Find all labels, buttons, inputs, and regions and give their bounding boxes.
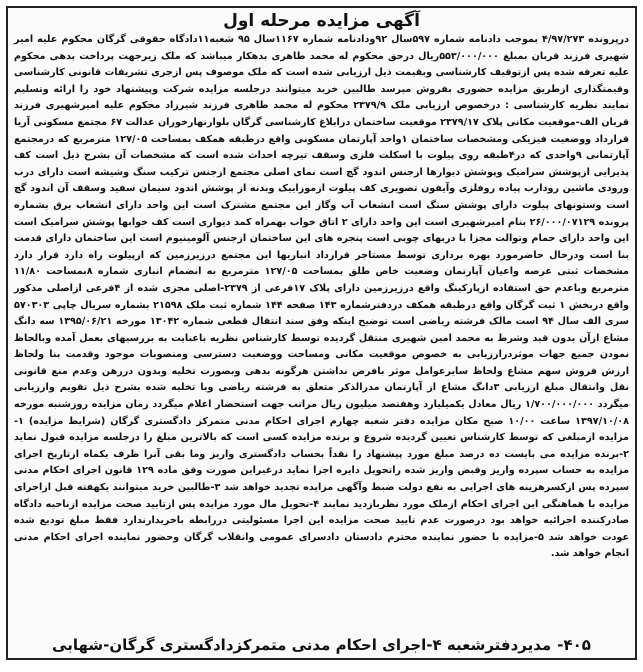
notice-footer — [8, 634, 635, 656]
footer-signature: مدیردفترشعبه ۴-اجرای احکام مدنی متمرکزدادگستری گرگان-شهابی — [52, 636, 552, 654]
auction-notice — [6, 6, 637, 660]
footer-number: ۴۰۵- — [557, 636, 591, 654]
notice-title: آگهی مزایده مرحله اول — [223, 11, 420, 31]
notice-body: درپرونده ۴/۹۷/۲۷۳ بموجب دادنامه شماره ۵۹۷سال ۹۲ودادنامه شماره ۱۱۶۷سال ۹۵ شعبه۱۱دادگاه حقوقی گرگان محکوم علیه امیر شهیری فرزند قربان بمبلغ ۵۵۳/۰۰۰/۰۰۰ریال درحق محکوم له محمد طاهری بدهکار میباشد که ملک زیرجهت پرداخت بدهی محکوم علیه تعرفه شده پس ازتوقیف کارشناسی وبقیمت ذیل ارزیابی شده است که ملک موصوف پس ازجری تشریفات قانونی کارشناسی وقیمتگذاری ازطریق مزایده حضوری بفروش میرسد طالبین خرید میتوانند درجلسه مزایده شرکت وپیشنهاد خود را ارائه وتسلیم نمایند نظریه کارشناسی : درخصوص ارزیابی ملک ۲۳۷۹/۹ محکوم له محمد طاهری فرزند شیرزاد محکوم علیه امیرشهیری فرزند قربان الف-موقعیت مکانی پلاک ۲۳۷۹/۱۷ موقعیت ساختمان درابلاغ کارشناسی گرگان بلوارنهارخوران عدالت ۶۷ مجتمع مسکونی آریا قرارداد ووضعیت فیزیکی ومشخصات ساختمان ۱واحد آپارتمان مسکونی واقع درطبقه همکف بمساحت ۱۲۷/۰۵ مترمربع که درمجتمع آپارتمانی ۹واحدی که در۴طبقه روی پیلوت با اسکلت فلزی وسقف تیرچه احداث شده است که مشخصات آن بشرح ذیل است کف پذیرایی ازپوشش سرامیک وپوشش دیوارها ازجنس اندود گچ است نمای اصلی مجتمع ازجنس ترکیب سنگ وشیشه است دارای درب ورودی ماشین رودارب پیاده روفلزی وآیفون تصویری کف پیلوت ازموزاییک وبدنه از پوشش اندود سیمان سفید وسقف آن اندود گچ است وستونهای پیلوت دارای پوشش سنگ است انشعاب آب وگاز این مجتمع مشترک است این واحد دارای انشعاب برق بشماره پرونده ۲۶/۰۰۰/۰۷۱۲۹ بنام امیرشهیری است این واحد دارای ۲ اتاق خواب بهمراه کمد دیواری است کف خوابها پوشش سرامیک است این واحد دارای حمام وتوالت مجزا با دربهای چوبی است پنجره های این ساختمان ازجنس آلومینیوم است این ساختمان دارای قدمت بنا است ودرحال حاضرمورد بهره برداری توسط مستاجر قرارداد انباریها این مجتمع درزیرزمین که ازپیلوت راه دارد قرار دارد مشخصات ثبتی عرصه واعیان آپارتمان وضعیت خاص طلق بمساحت ۱۲۷/۰۵ مترمربع به انضمام انباری شماره ۸بمساحت ۱۱/۸۰ مترمربع وباعدم حق استفاده ازپارکینگ واقع درزیرزمین دارای پلاک ۱۷فرعی از ۲۳۷۹-اصلی مجزی شده از ۴فرعی ازاصلی مذکور واقع دربخش ۱ ثبت گرگان واقع درطبقه همکف دردفترشماره ۱۴۳ صفحه ۱۴۴ شماره ثبت ملک ۲۱۵۹۸ بشماره سریال چاپی ۵۷۰۳۰۳ سری الف سال ۹۴ است مالک فرشته ریاضی است توضیح اینکه وفق سند انتقال قطعی شماره ۱۳۰۴۲ مورخه ۱۳۹۵/۰۶/۲۱ سه دانگ مشاع ازآن بدون قید وشرط به محمد امین شهیری منتقل گردیده توسط کارشناس نظریه باعنایت به بررسیهای بعمل آمده وبالحاظ نمودن جمیع جهات موثردرارزیابی به خصوص موقعیت مکانی ومساحت ووضعیت دسترسی ومنصوبات موجود وقدمت بنا ولحاظ ارزش فروش سهم مشاع ولحاظ سایرعوامل موثر بافرض نداشتن هرگونه بدهی وبصورت تخلیه وبدون دررهن وعدم منع قانونی نقل وانتقال مبلغ ارزیابی ۳دانگ مشاع از آپارتمان مدرالذکر متعلق به فرشته ریاضی وبا تخلیه شده بشرح ذیل تقویم وارزیابی میگردد ۱/۷۰۰/۰۰۰/۰۰۰ ریال معادل یکمیلیارد وهفتصد میلیون ریال مراتب جهت استحضار اعلام میگردد زمان مزایده روزشنبه مورخه ۱۳۹۷/۱۰/۰۸ ساعت ۱۰/۰۰ صبح مکان مزایده دفتر شعبه چهارم اجرای احکام مدنی متمرکز دادگستری گرگان (شرایط مزایده) ۱-مزایده ازمبلغی که توسط کارشناس تعیین گردیده شروع و برنده مزایده کسی است که بالاترین مبلغ را درجلسه مزایده قبول نماید ۲-برنده مزایده می بایست ده درصد مبلغ مورد پیشنهاد را نقداً بحساب دادگستری واریز وما بقی آنرا ظرف یکماه ازتاریخ اجرای مزایده به حساب سپرده واریز وقبض واریز شده راتحویل دایره اجرا نماید درغیراین صورت وفق ماده ۱۲۹ قانون اجرای احکام مدنی سپرده پس ازکسرهزینه های اجرایی به نفع دولت ضبط وآگهی مزایده تجدید خواهد شد ۳-طالبین خرید میتوانند یکهفته قبل ازاجرای مزایده با هماهنگی این اجرای احکام ازملک مورد نظربازدید نمایند ۴-تحویل مال مورد مزایده پس ازتایید صحت مزایده ازناحیه دادگاه صادرکننده اجرائیه خواهد بود درصورت عدم تایید صحت مزایده این اجرا مسئولیتی دررابطه باخریدارندارد فقط مبلغ تودیع شده عودت خواهد شد ۵-مزایده با حضور نماینده محترم دادستان دادسرای عمومی وانقلاب گرگان وحضور نماینده اجرای احکام مدنی انجام خواهد شد. — [14, 34, 630, 560]
